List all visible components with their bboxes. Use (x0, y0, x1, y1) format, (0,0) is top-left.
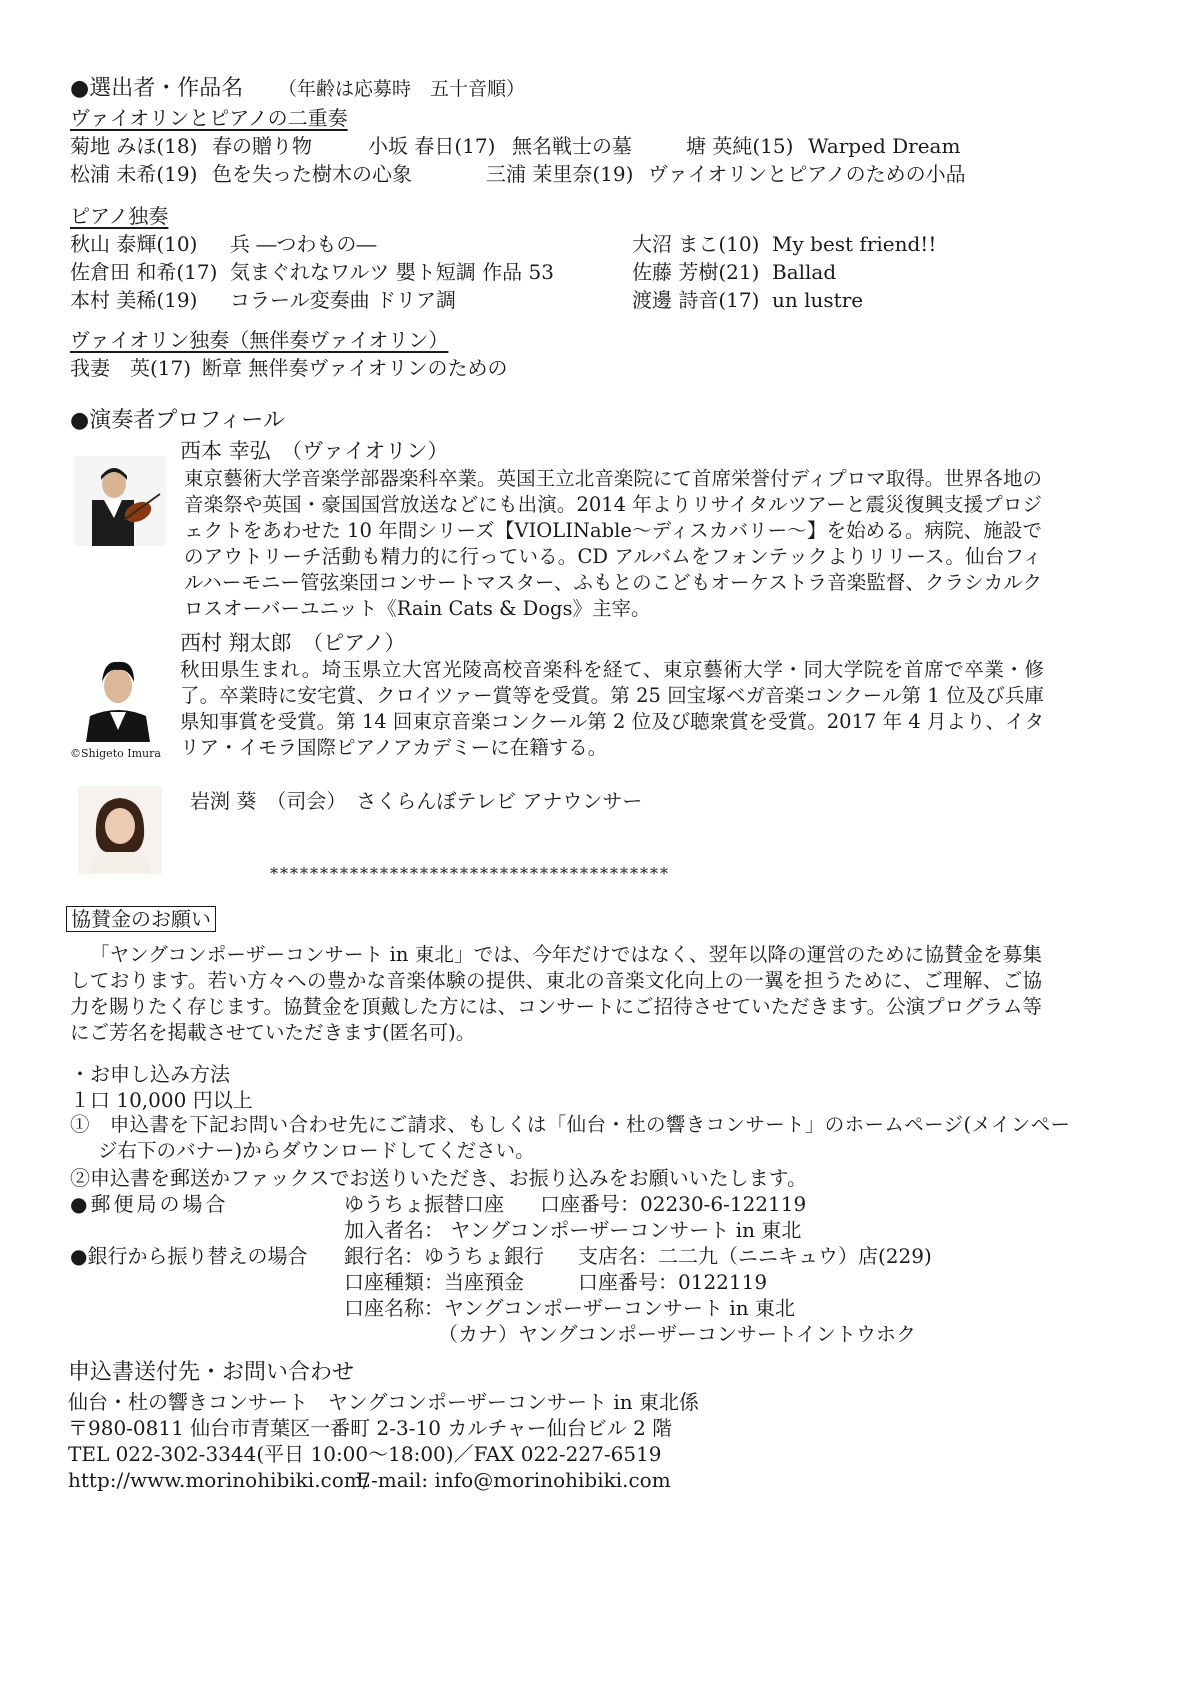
piano-entry-work: 兵 ―つわもの― (230, 232, 377, 256)
piano-entry-work: 気まぐれなワルツ 嬰ト短調 作品 53 (230, 260, 554, 284)
post-account-number: 口座番号：02230-6-122119 (540, 1192, 807, 1216)
piano-entry-work: un lustre (772, 288, 864, 312)
contact-org: 仙台・杜の響きコンサート ヤングコンポーザーコンサート in 東北係 (68, 1390, 699, 1414)
step-2: ②申込書を郵送かファックスでお送りいただき、お振り込みをお願いいたします。 (70, 1166, 807, 1190)
post-account-holder: 加入者名： ヤングコンポーザーコンサート in 東北 (344, 1218, 802, 1242)
bank-branch: 支店名：二二九（ニニキュウ）店(229) (578, 1244, 932, 1268)
sponsor-title: 協賛金のお願い (66, 906, 216, 932)
bank-name: 銀行名：ゆうちょ銀行 (344, 1244, 544, 1268)
bank-account-type: 口座種類：当座預金 (344, 1270, 524, 1294)
bank-account-name: 口座名称：ヤングコンポーザーコンサート in 東北 (344, 1296, 795, 1320)
pianist-photo (80, 650, 156, 742)
piano-entry-work: My best friend!! (772, 232, 937, 256)
unit-price: １口 10,000 円以上 (70, 1088, 253, 1112)
pianist-name: 西村 翔太郎 （ピアノ） (180, 631, 406, 655)
divider: **************************************** (270, 864, 670, 883)
violin-solo-entry-work: 断章 無伴奏ヴァイオリンのための (202, 356, 508, 380)
contact-phone-fax: TEL 022-302-3344(平日 10:00～18:00)／FAX 022-227-6519 (68, 1442, 662, 1466)
piano-entry-name: 佐倉田 和希(17) (70, 260, 218, 284)
piano-entry-work: Ballad (772, 260, 837, 284)
pianist-bio: 秋田県生まれ。埼玉県立大宮光陵高校音楽科を経て、東京藝術大学・同大学院を首席で卒業・修了。卒業時に安宅賞、クロイツァー賞等を受賞。第 25 回宝塚ベガ音楽コンクール第 1 位及び兵庫県知事賞を受賞。第 14 回東京音楽コンクール第 2 位及び聴衆賞を受賞。2017 年 4 月より、イタリア・イモラ国際ピアノアカデミーに在籍する。 (180, 658, 1044, 759)
mc-photo (78, 786, 162, 874)
bank-account-number: 口座番号：0122119 (578, 1270, 768, 1294)
piano-entry-name: 本村 美稀(19) (70, 288, 198, 312)
piano-entry-name: 佐藤 芳樹(21) (632, 260, 760, 284)
selection-note: （年齢は応募時 五十音順） (278, 78, 526, 100)
email-link[interactable]: E-mail: info@morinohibiki.com (356, 1468, 671, 1492)
website-link[interactable]: http://www.morinohibiki.com/ (68, 1468, 370, 1492)
method-title: ・お申し込み方法 (70, 1062, 230, 1086)
duo-entry-name: 松浦 未希(19) (70, 162, 198, 186)
violin-solo-entry-name: 我妻 英(17) (70, 356, 192, 380)
bank-account-kana: （カナ）ヤングコンポーザーコンサートイントウホク (438, 1322, 916, 1346)
duo-entry-work: 無名戦士の墓 (512, 134, 632, 158)
violinist-photo (74, 456, 166, 546)
mc-name: 岩渕 葵 （司会） さくらんぼテレビ アナウンサー (190, 789, 643, 813)
post-account-type: ゆうちょ振替口座 (344, 1192, 504, 1216)
duo-entry-name: 菊地 みほ(18) (70, 134, 198, 158)
sponsor-body: 「ヤングコンポーザーコンサート in 東北」では、今年だけではなく、翌年以降の運営のために協賛金を募集しております。若い方々への豊かな音楽体験の提供、東北の音楽文化向上の一翼を担うために、ご理解、ご協力を賜りたく存じます。協賛金を頂戴した方には、コンサートにご招待させていただきます。公演プログラム等にご芳名を掲載させていただきます(匿名可)。 (70, 943, 1042, 1044)
piano-title: ピアノ独奏 (70, 204, 169, 228)
piano-entry-name: 渡邊 詩音(17) (632, 288, 760, 312)
duo-entry-work: 春の贈り物 (212, 134, 312, 158)
piano-entry-work: コラール変奏曲 ドリア調 (230, 288, 456, 312)
selection-heading: ●選出者・作品名 (70, 76, 244, 101)
duo-entry-name: 塘 英純(15) (686, 134, 794, 158)
duo-entry-work: Warped Dream (808, 134, 961, 158)
duo-entry-name: 小坂 春日(17) (368, 134, 496, 158)
piano-entry-name: 秋山 泰輝(10) (70, 232, 198, 256)
duo-entry-name: 三浦 茉里奈(19) (486, 162, 634, 186)
duo-entry-work: ヴァイオリンとピアノのための小品 (648, 162, 966, 186)
duo-entry-work: 色を失った樹木の心象 (212, 162, 412, 186)
photo-credit: ©Shigeto Imura (70, 747, 161, 760)
post-label: ●郵便局の場合 (70, 1192, 229, 1216)
profiles-heading: ●演奏者プロフィール (70, 408, 285, 433)
duo-title: ヴァイオリンとピアノの二重奏 (70, 106, 348, 130)
piano-entry-name: 大沼 まこ(10) (632, 232, 760, 256)
violinist-bio: 東京藝術大学音楽学部器楽科卒業。英国王立北音楽院にて首席栄誉付ディプロマ取得。世界各地の音楽祭や英国・豪国国営放送などにも出演。2014 年よりリサイタルツアーと震災復興支援プロジェクトをあわせた 10 年間シリーズ【VIOLINable～ディスカバリー～】を始める。病院、施設でのアウトリーチ活動も精力的に行っている。CD アルバムをフォンテックよりリリース。仙台フィルハーモニー管弦楽団コンサートマスター、ふもとのこどもオーケストラ音楽監督、クラシカルクロスオーバーユニット《Rain Cats & Dogs》主宰。 (184, 467, 1042, 620)
violinist-name: 西本 幸弘 （ヴァイオリン） (180, 439, 449, 463)
contact-title: 申込書送付先・お問い合わせ (68, 1360, 355, 1385)
contact-address: 〒980-0811 仙台市青葉区一番町 2-3-10 カルチャー仙台ビル 2 階 (68, 1416, 673, 1440)
bank-label: ●銀行から振り替えの場合 (70, 1244, 308, 1268)
violin-solo-title: ヴァイオリン独奏（無伴奏ヴァイオリン） (70, 328, 449, 352)
step-1: ① 申込書を下記お問い合わせ先にご請求、もしくは「仙台・杜の響きコンサート」のホームページ(メインページ右下のバナー)からダウンロードしてください。 (70, 1113, 1070, 1162)
